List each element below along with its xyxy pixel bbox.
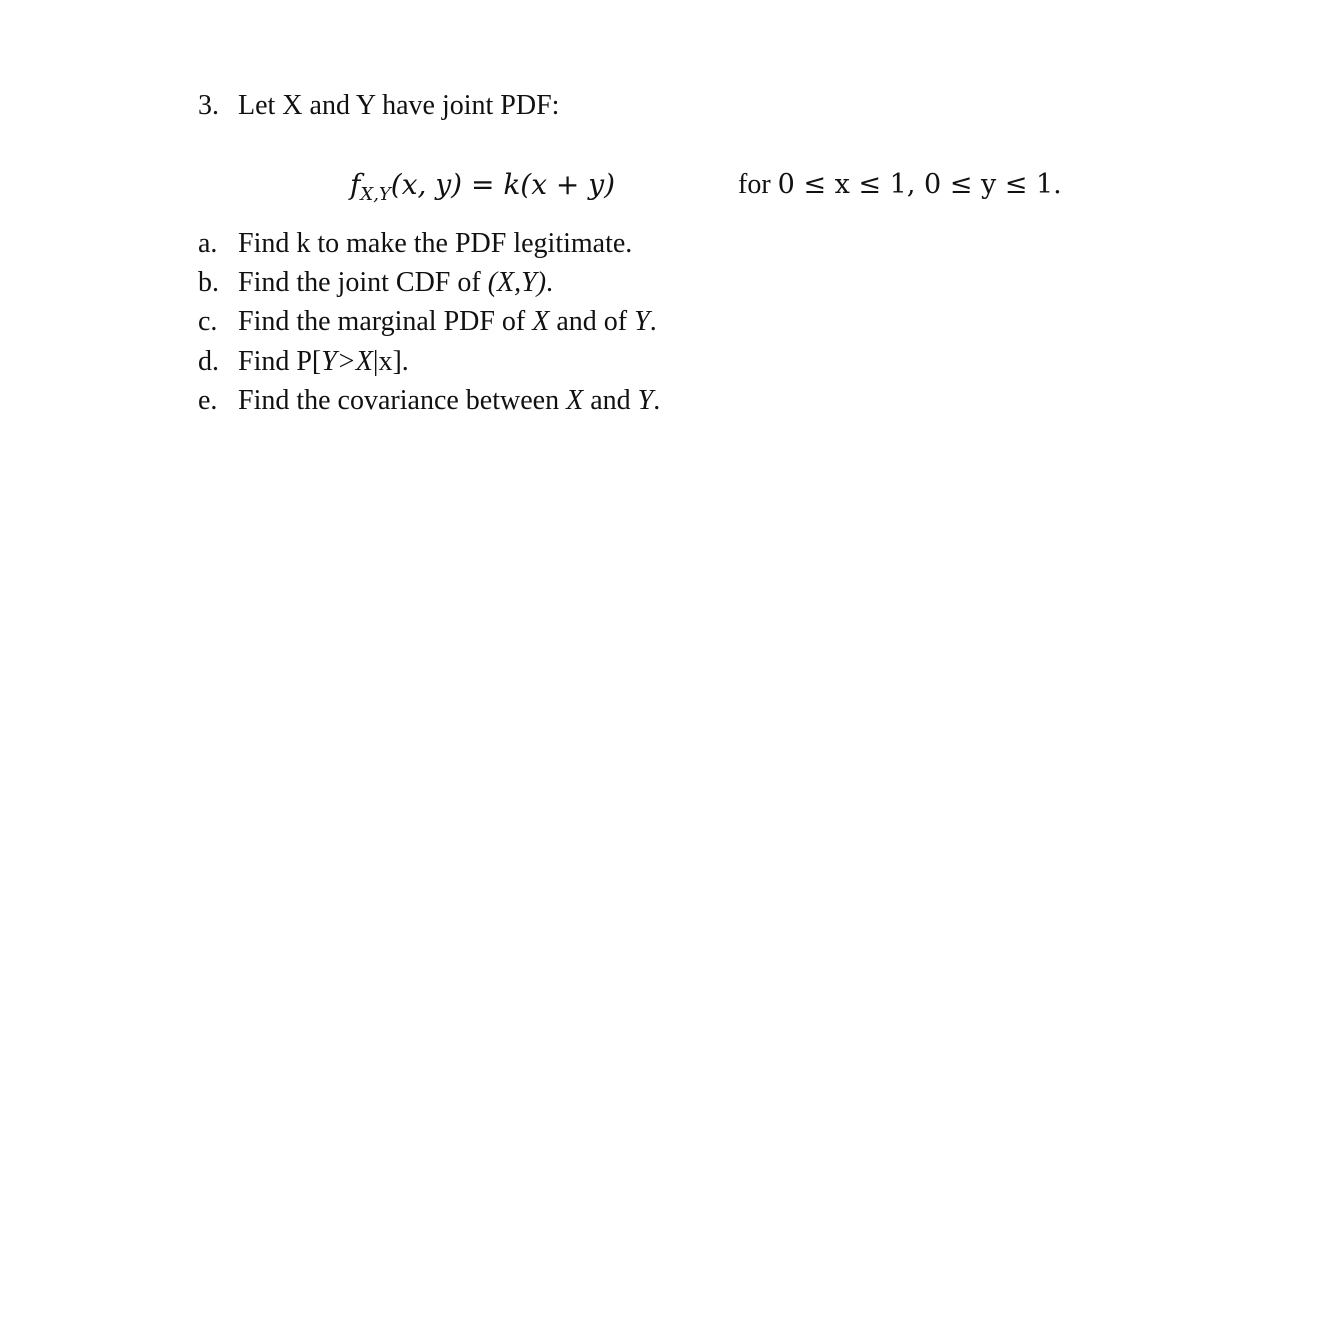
- sub-question-math-y: Y: [637, 384, 654, 416]
- support-condition: [738, 166, 1062, 204]
- sub-questions-list: [198, 224, 660, 420]
- sub-question-math-y: Y: [634, 306, 650, 338]
- sub-question-letter: e.: [198, 384, 218, 416]
- sub-question-math: (X,Y): [487, 267, 547, 299]
- equation-rhs: (x + y): [520, 168, 616, 201]
- sub-question-text: Find P[: [238, 345, 322, 377]
- sub-question-text-end: .: [546, 267, 554, 299]
- sub-question-bar: |: [372, 345, 379, 377]
- problem-intro: Let X and Y have joint PDF:: [238, 90, 560, 121]
- sub-question-d: [198, 342, 660, 381]
- sub-question-e: [198, 381, 660, 420]
- sub-question-text: Find the marginal PDF of: [238, 306, 533, 338]
- sub-question-text-mid: and of: [549, 306, 635, 338]
- sub-question-math: Y>X: [321, 345, 373, 377]
- sub-question-math-x: X: [566, 384, 584, 416]
- equation-equals: =: [462, 168, 504, 201]
- sub-question-letter: a.: [198, 228, 218, 259]
- sub-question-letter: d.: [198, 345, 219, 377]
- sub-question-text-mid: and: [583, 384, 638, 416]
- sub-question-letter: b.: [198, 267, 219, 299]
- sub-question-text-end: .: [649, 306, 657, 338]
- condition-math: 0 ≤ x ≤ 1, 0 ≤ y ≤ 1.: [777, 169, 1062, 200]
- sub-question-math-x: X: [532, 306, 550, 338]
- sub-question-b: [198, 263, 660, 302]
- problem-number: 3.: [198, 90, 219, 121]
- sub-question-c: [198, 302, 660, 341]
- sub-question-text: Find the covariance between: [238, 384, 567, 416]
- condition-prefix: for: [738, 169, 778, 200]
- equation-k: k: [503, 168, 521, 201]
- sub-question-letter: c.: [198, 306, 218, 338]
- equation-args: (x, y): [390, 168, 463, 201]
- sub-question-condition-x: x: [378, 345, 393, 377]
- equation-f: f: [350, 168, 361, 201]
- sub-question-text: Find k to make the PDF legitimate.: [238, 228, 633, 259]
- sub-question-text: Find the joint CDF of: [238, 267, 488, 299]
- problem-heading: [198, 88, 559, 124]
- pdf-equation: [350, 166, 615, 204]
- sub-question-a: [198, 224, 660, 263]
- equation-subscript: X,Y: [360, 184, 391, 205]
- sub-question-text-end: ].: [392, 345, 409, 377]
- sub-question-text-end: .: [653, 384, 661, 416]
